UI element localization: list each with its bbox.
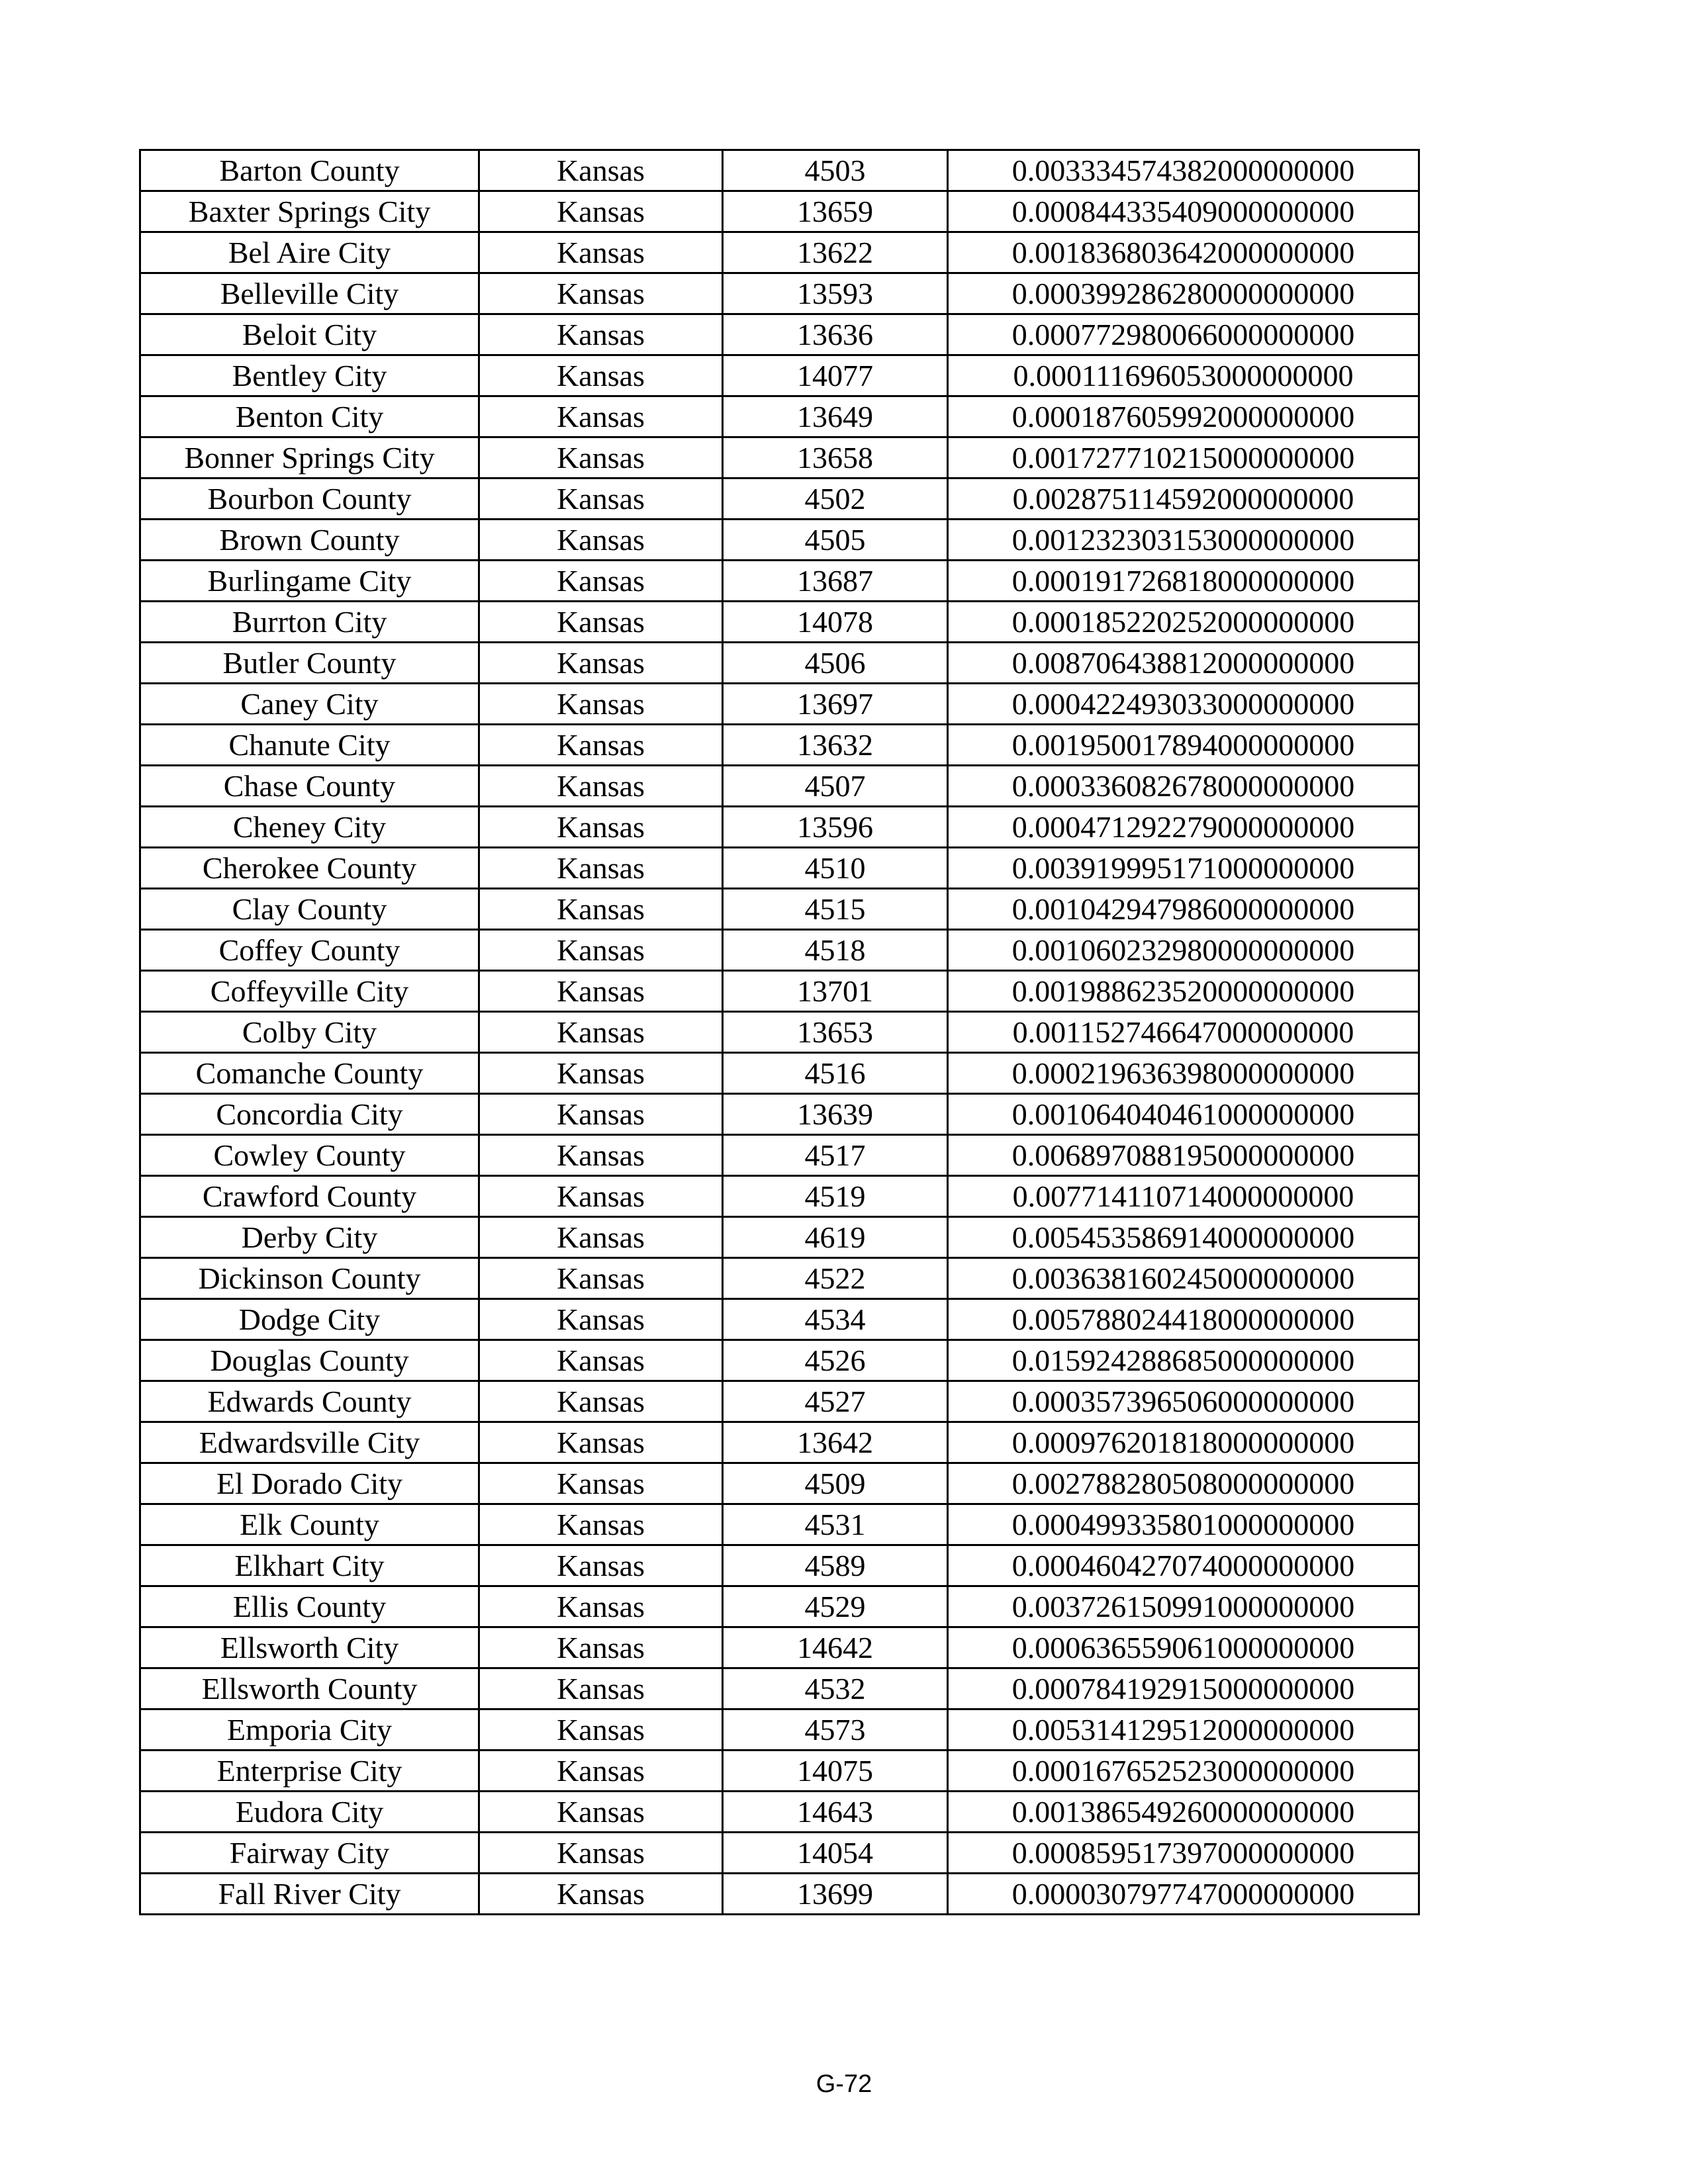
table-body bbox=[140, 150, 1419, 1915]
id-cell: 4502 bbox=[723, 478, 948, 520]
table-row bbox=[140, 1422, 1419, 1463]
table-row bbox=[140, 602, 1419, 643]
jurisdiction-cell: Burlingame City bbox=[140, 561, 479, 602]
jurisdiction-cell: Bourbon County bbox=[140, 478, 479, 520]
value-cell: 0.000336082678000000000 bbox=[948, 766, 1419, 807]
id-cell: 13659 bbox=[723, 191, 948, 232]
table-row bbox=[140, 643, 1419, 684]
table-row bbox=[140, 684, 1419, 725]
state-cell: Kansas bbox=[479, 1217, 723, 1258]
table-row bbox=[140, 520, 1419, 561]
state-cell: Kansas bbox=[479, 643, 723, 684]
value-cell: 0.000030797747000000000 bbox=[948, 1874, 1419, 1915]
table-row bbox=[140, 1833, 1419, 1874]
table-row bbox=[140, 1504, 1419, 1545]
value-cell: 0.000772980066000000000 bbox=[948, 314, 1419, 355]
state-cell: Kansas bbox=[479, 1012, 723, 1053]
state-cell: Kansas bbox=[479, 1709, 723, 1751]
jurisdiction-cell: Barton County bbox=[140, 150, 479, 191]
value-cell: 0.003919995171000000000 bbox=[948, 848, 1419, 889]
state-cell: Kansas bbox=[479, 1833, 723, 1874]
value-cell: 0.001152746647000000000 bbox=[948, 1012, 1419, 1053]
state-cell: Kansas bbox=[479, 520, 723, 561]
jurisdiction-cell: Chase County bbox=[140, 766, 479, 807]
jurisdiction-cell: Cherokee County bbox=[140, 848, 479, 889]
state-cell: Kansas bbox=[479, 1545, 723, 1586]
table-row bbox=[140, 1381, 1419, 1422]
state-cell: Kansas bbox=[479, 766, 723, 807]
jurisdiction-cell: Douglas County bbox=[140, 1340, 479, 1381]
jurisdiction-cell: Cheney City bbox=[140, 807, 479, 848]
state-cell: Kansas bbox=[479, 1258, 723, 1299]
table-row bbox=[140, 1012, 1419, 1053]
id-cell: 4589 bbox=[723, 1545, 948, 1586]
jurisdiction-cell: Emporia City bbox=[140, 1709, 479, 1751]
table-row bbox=[140, 191, 1419, 232]
table-row bbox=[140, 1545, 1419, 1586]
value-cell: 0.001386549260000000000 bbox=[948, 1792, 1419, 1833]
table-row bbox=[140, 1668, 1419, 1709]
value-cell: 0.000167652523000000000 bbox=[948, 1751, 1419, 1792]
id-cell: 4531 bbox=[723, 1504, 948, 1545]
table-row bbox=[140, 766, 1419, 807]
table-row bbox=[140, 1094, 1419, 1135]
state-cell: Kansas bbox=[479, 971, 723, 1012]
id-cell: 13622 bbox=[723, 232, 948, 273]
jurisdiction-cell: Coffey County bbox=[140, 930, 479, 971]
jurisdiction-cell: Edwardsville City bbox=[140, 1422, 479, 1463]
state-cell: Kansas bbox=[479, 1135, 723, 1176]
table-row bbox=[140, 1627, 1419, 1668]
id-cell: 13701 bbox=[723, 971, 948, 1012]
value-cell: 0.002788280508000000000 bbox=[948, 1463, 1419, 1504]
id-cell: 13649 bbox=[723, 396, 948, 437]
value-cell: 0.001727710215000000000 bbox=[948, 437, 1419, 478]
jurisdiction-cell: Fall River City bbox=[140, 1874, 479, 1915]
table-row bbox=[140, 396, 1419, 437]
state-cell: Kansas bbox=[479, 930, 723, 971]
state-cell: Kansas bbox=[479, 889, 723, 930]
id-cell: 13596 bbox=[723, 807, 948, 848]
value-cell: 0.000460427074000000000 bbox=[948, 1545, 1419, 1586]
jurisdiction-cell: Butler County bbox=[140, 643, 479, 684]
jurisdiction-cell: Derby City bbox=[140, 1217, 479, 1258]
jurisdiction-cell: Cowley County bbox=[140, 1135, 479, 1176]
state-cell: Kansas bbox=[479, 561, 723, 602]
value-cell: 0.001060232980000000000 bbox=[948, 930, 1419, 971]
id-cell: 4527 bbox=[723, 1381, 948, 1422]
jurisdiction-cell: Bonner Springs City bbox=[140, 437, 479, 478]
table-row bbox=[140, 1709, 1419, 1751]
value-cell: 0.001232303153000000000 bbox=[948, 520, 1419, 561]
id-cell: 4505 bbox=[723, 520, 948, 561]
jurisdiction-cell: Belleville City bbox=[140, 273, 479, 314]
id-cell: 4518 bbox=[723, 930, 948, 971]
id-cell: 13699 bbox=[723, 1874, 948, 1915]
state-cell: Kansas bbox=[479, 1094, 723, 1135]
id-cell: 14078 bbox=[723, 602, 948, 643]
table-row bbox=[140, 1176, 1419, 1217]
state-cell: Kansas bbox=[479, 396, 723, 437]
state-cell: Kansas bbox=[479, 1381, 723, 1422]
value-cell: 0.000859517397000000000 bbox=[948, 1833, 1419, 1874]
state-cell: Kansas bbox=[479, 1504, 723, 1545]
table-row bbox=[140, 1340, 1419, 1381]
table-row bbox=[140, 1135, 1419, 1176]
jurisdiction-cell: Chanute City bbox=[140, 725, 479, 766]
value-cell: 0.000399286280000000000 bbox=[948, 273, 1419, 314]
state-cell: Kansas bbox=[479, 1627, 723, 1668]
value-cell: 0.005453586914000000000 bbox=[948, 1217, 1419, 1258]
state-cell: Kansas bbox=[479, 1422, 723, 1463]
value-cell: 0.000636559061000000000 bbox=[948, 1627, 1419, 1668]
table-row bbox=[140, 971, 1419, 1012]
value-cell: 0.000185220252000000000 bbox=[948, 602, 1419, 643]
table-row bbox=[140, 725, 1419, 766]
value-cell: 0.005788024418000000000 bbox=[948, 1299, 1419, 1340]
id-cell: 14077 bbox=[723, 355, 948, 396]
state-cell: Kansas bbox=[479, 232, 723, 273]
state-cell: Kansas bbox=[479, 191, 723, 232]
table-row bbox=[140, 314, 1419, 355]
state-cell: Kansas bbox=[479, 1586, 723, 1627]
state-cell: Kansas bbox=[479, 1176, 723, 1217]
id-cell: 13639 bbox=[723, 1094, 948, 1135]
id-cell: 4532 bbox=[723, 1668, 948, 1709]
jurisdiction-cell: Ellsworth City bbox=[140, 1627, 479, 1668]
id-cell: 14054 bbox=[723, 1833, 948, 1874]
state-cell: Kansas bbox=[479, 1463, 723, 1504]
value-cell: 0.001988623520000000000 bbox=[948, 971, 1419, 1012]
state-cell: Kansas bbox=[479, 848, 723, 889]
state-cell: Kansas bbox=[479, 273, 723, 314]
id-cell: 14075 bbox=[723, 1751, 948, 1792]
id-cell: 13653 bbox=[723, 1012, 948, 1053]
value-cell: 0.003638160245000000000 bbox=[948, 1258, 1419, 1299]
table-row bbox=[140, 150, 1419, 191]
id-cell: 13658 bbox=[723, 437, 948, 478]
state-cell: Kansas bbox=[479, 1053, 723, 1094]
id-cell: 4522 bbox=[723, 1258, 948, 1299]
value-cell: 0.001950017894000000000 bbox=[948, 725, 1419, 766]
table-row bbox=[140, 1792, 1419, 1833]
value-cell: 0.000844335409000000000 bbox=[948, 191, 1419, 232]
table-row bbox=[140, 1217, 1419, 1258]
jurisdiction-cell: Elk County bbox=[140, 1504, 479, 1545]
value-cell: 0.015924288685000000000 bbox=[948, 1340, 1419, 1381]
value-cell: 0.001836803642000000000 bbox=[948, 232, 1419, 273]
table-row bbox=[140, 355, 1419, 396]
jurisdiction-cell: Elkhart City bbox=[140, 1545, 479, 1586]
jurisdiction-cell: Enterprise City bbox=[140, 1751, 479, 1792]
jurisdiction-cell: Ellsworth County bbox=[140, 1668, 479, 1709]
id-cell: 13697 bbox=[723, 684, 948, 725]
table-row bbox=[140, 1586, 1419, 1627]
jurisdiction-cell: Comanche County bbox=[140, 1053, 479, 1094]
id-cell: 4529 bbox=[723, 1586, 948, 1627]
table-row bbox=[140, 930, 1419, 971]
state-cell: Kansas bbox=[479, 1668, 723, 1709]
id-cell: 4517 bbox=[723, 1135, 948, 1176]
jurisdiction-cell: Baxter Springs City bbox=[140, 191, 479, 232]
value-cell: 0.001042947986000000000 bbox=[948, 889, 1419, 930]
table-row bbox=[140, 889, 1419, 930]
id-cell: 4506 bbox=[723, 643, 948, 684]
jurisdiction-cell: Clay County bbox=[140, 889, 479, 930]
id-cell: 14642 bbox=[723, 1627, 948, 1668]
jurisdiction-cell: Concordia City bbox=[140, 1094, 479, 1135]
id-cell: 4573 bbox=[723, 1709, 948, 1751]
jurisdiction-cell: Fairway City bbox=[140, 1833, 479, 1874]
value-cell: 0.000111696053000000000 bbox=[948, 355, 1419, 396]
table-row bbox=[140, 1874, 1419, 1915]
state-cell: Kansas bbox=[479, 602, 723, 643]
jurisdiction-cell: Benton City bbox=[140, 396, 479, 437]
value-cell: 0.000976201818000000000 bbox=[948, 1422, 1419, 1463]
jurisdiction-cell: Bentley City bbox=[140, 355, 479, 396]
id-cell: 4619 bbox=[723, 1217, 948, 1258]
jurisdiction-cell: Beloit City bbox=[140, 314, 479, 355]
jurisdiction-cell: Colby City bbox=[140, 1012, 479, 1053]
value-cell: 0.006897088195000000000 bbox=[948, 1135, 1419, 1176]
jurisdiction-cell: Crawford County bbox=[140, 1176, 479, 1217]
state-cell: Kansas bbox=[479, 1299, 723, 1340]
id-cell: 13636 bbox=[723, 314, 948, 355]
state-cell: Kansas bbox=[479, 314, 723, 355]
table-row bbox=[140, 1299, 1419, 1340]
id-cell: 13593 bbox=[723, 273, 948, 314]
table-row bbox=[140, 1751, 1419, 1792]
table-row bbox=[140, 1463, 1419, 1504]
value-cell: 0.000187605992000000000 bbox=[948, 396, 1419, 437]
value-cell: 0.000191726818000000000 bbox=[948, 561, 1419, 602]
jurisdiction-cell: Brown County bbox=[140, 520, 479, 561]
state-cell: Kansas bbox=[479, 478, 723, 520]
state-cell: Kansas bbox=[479, 684, 723, 725]
id-cell: 4526 bbox=[723, 1340, 948, 1381]
id-cell: 4515 bbox=[723, 889, 948, 930]
table-row bbox=[140, 1258, 1419, 1299]
value-cell: 0.008706438812000000000 bbox=[948, 643, 1419, 684]
table-row bbox=[140, 478, 1419, 520]
table-row bbox=[140, 273, 1419, 314]
value-cell: 0.000422493033000000000 bbox=[948, 684, 1419, 725]
table-row bbox=[140, 232, 1419, 273]
value-cell: 0.002875114592000000000 bbox=[948, 478, 1419, 520]
state-cell: Kansas bbox=[479, 355, 723, 396]
id-cell: 4503 bbox=[723, 150, 948, 191]
table-row bbox=[140, 807, 1419, 848]
state-cell: Kansas bbox=[479, 807, 723, 848]
value-cell: 0.003334574382000000000 bbox=[948, 150, 1419, 191]
value-cell: 0.003726150991000000000 bbox=[948, 1586, 1419, 1627]
value-cell: 0.001064040461000000000 bbox=[948, 1094, 1419, 1135]
id-cell: 13642 bbox=[723, 1422, 948, 1463]
state-cell: Kansas bbox=[479, 1340, 723, 1381]
jurisdiction-cell: Dodge City bbox=[140, 1299, 479, 1340]
value-cell: 0.000471292279000000000 bbox=[948, 807, 1419, 848]
jurisdiction-cell: Dickinson County bbox=[140, 1258, 479, 1299]
id-cell: 4507 bbox=[723, 766, 948, 807]
jurisdiction-cell: Coffeyville City bbox=[140, 971, 479, 1012]
table-row bbox=[140, 1053, 1419, 1094]
value-cell: 0.000499335801000000000 bbox=[948, 1504, 1419, 1545]
state-cell: Kansas bbox=[479, 1751, 723, 1792]
table-row bbox=[140, 848, 1419, 889]
jurisdiction-cell: Burrton City bbox=[140, 602, 479, 643]
jurisdiction-cell: El Dorado City bbox=[140, 1463, 479, 1504]
state-cell: Kansas bbox=[479, 150, 723, 191]
id-cell: 13632 bbox=[723, 725, 948, 766]
value-cell: 0.000357396506000000000 bbox=[948, 1381, 1419, 1422]
table-row bbox=[140, 437, 1419, 478]
id-cell: 4510 bbox=[723, 848, 948, 889]
jurisdiction-cell: Ellis County bbox=[140, 1586, 479, 1627]
id-cell: 4509 bbox=[723, 1463, 948, 1504]
jurisdiction-cell: Eudora City bbox=[140, 1792, 479, 1833]
page-number: G-72 bbox=[816, 2070, 872, 2098]
table-row bbox=[140, 561, 1419, 602]
data-table bbox=[139, 149, 1420, 1915]
jurisdiction-cell: Edwards County bbox=[140, 1381, 479, 1422]
state-cell: Kansas bbox=[479, 1874, 723, 1915]
state-cell: Kansas bbox=[479, 437, 723, 478]
value-cell: 0.000784192915000000000 bbox=[948, 1668, 1419, 1709]
state-cell: Kansas bbox=[479, 725, 723, 766]
state-cell: Kansas bbox=[479, 1792, 723, 1833]
jurisdiction-cell: Caney City bbox=[140, 684, 479, 725]
id-cell: 4534 bbox=[723, 1299, 948, 1340]
value-cell: 0.005314129512000000000 bbox=[948, 1709, 1419, 1751]
id-cell: 4519 bbox=[723, 1176, 948, 1217]
id-cell: 14643 bbox=[723, 1792, 948, 1833]
id-cell: 13687 bbox=[723, 561, 948, 602]
value-cell: 0.007714110714000000000 bbox=[948, 1176, 1419, 1217]
id-cell: 4516 bbox=[723, 1053, 948, 1094]
jurisdiction-cell: Bel Aire City bbox=[140, 232, 479, 273]
value-cell: 0.000219636398000000000 bbox=[948, 1053, 1419, 1094]
